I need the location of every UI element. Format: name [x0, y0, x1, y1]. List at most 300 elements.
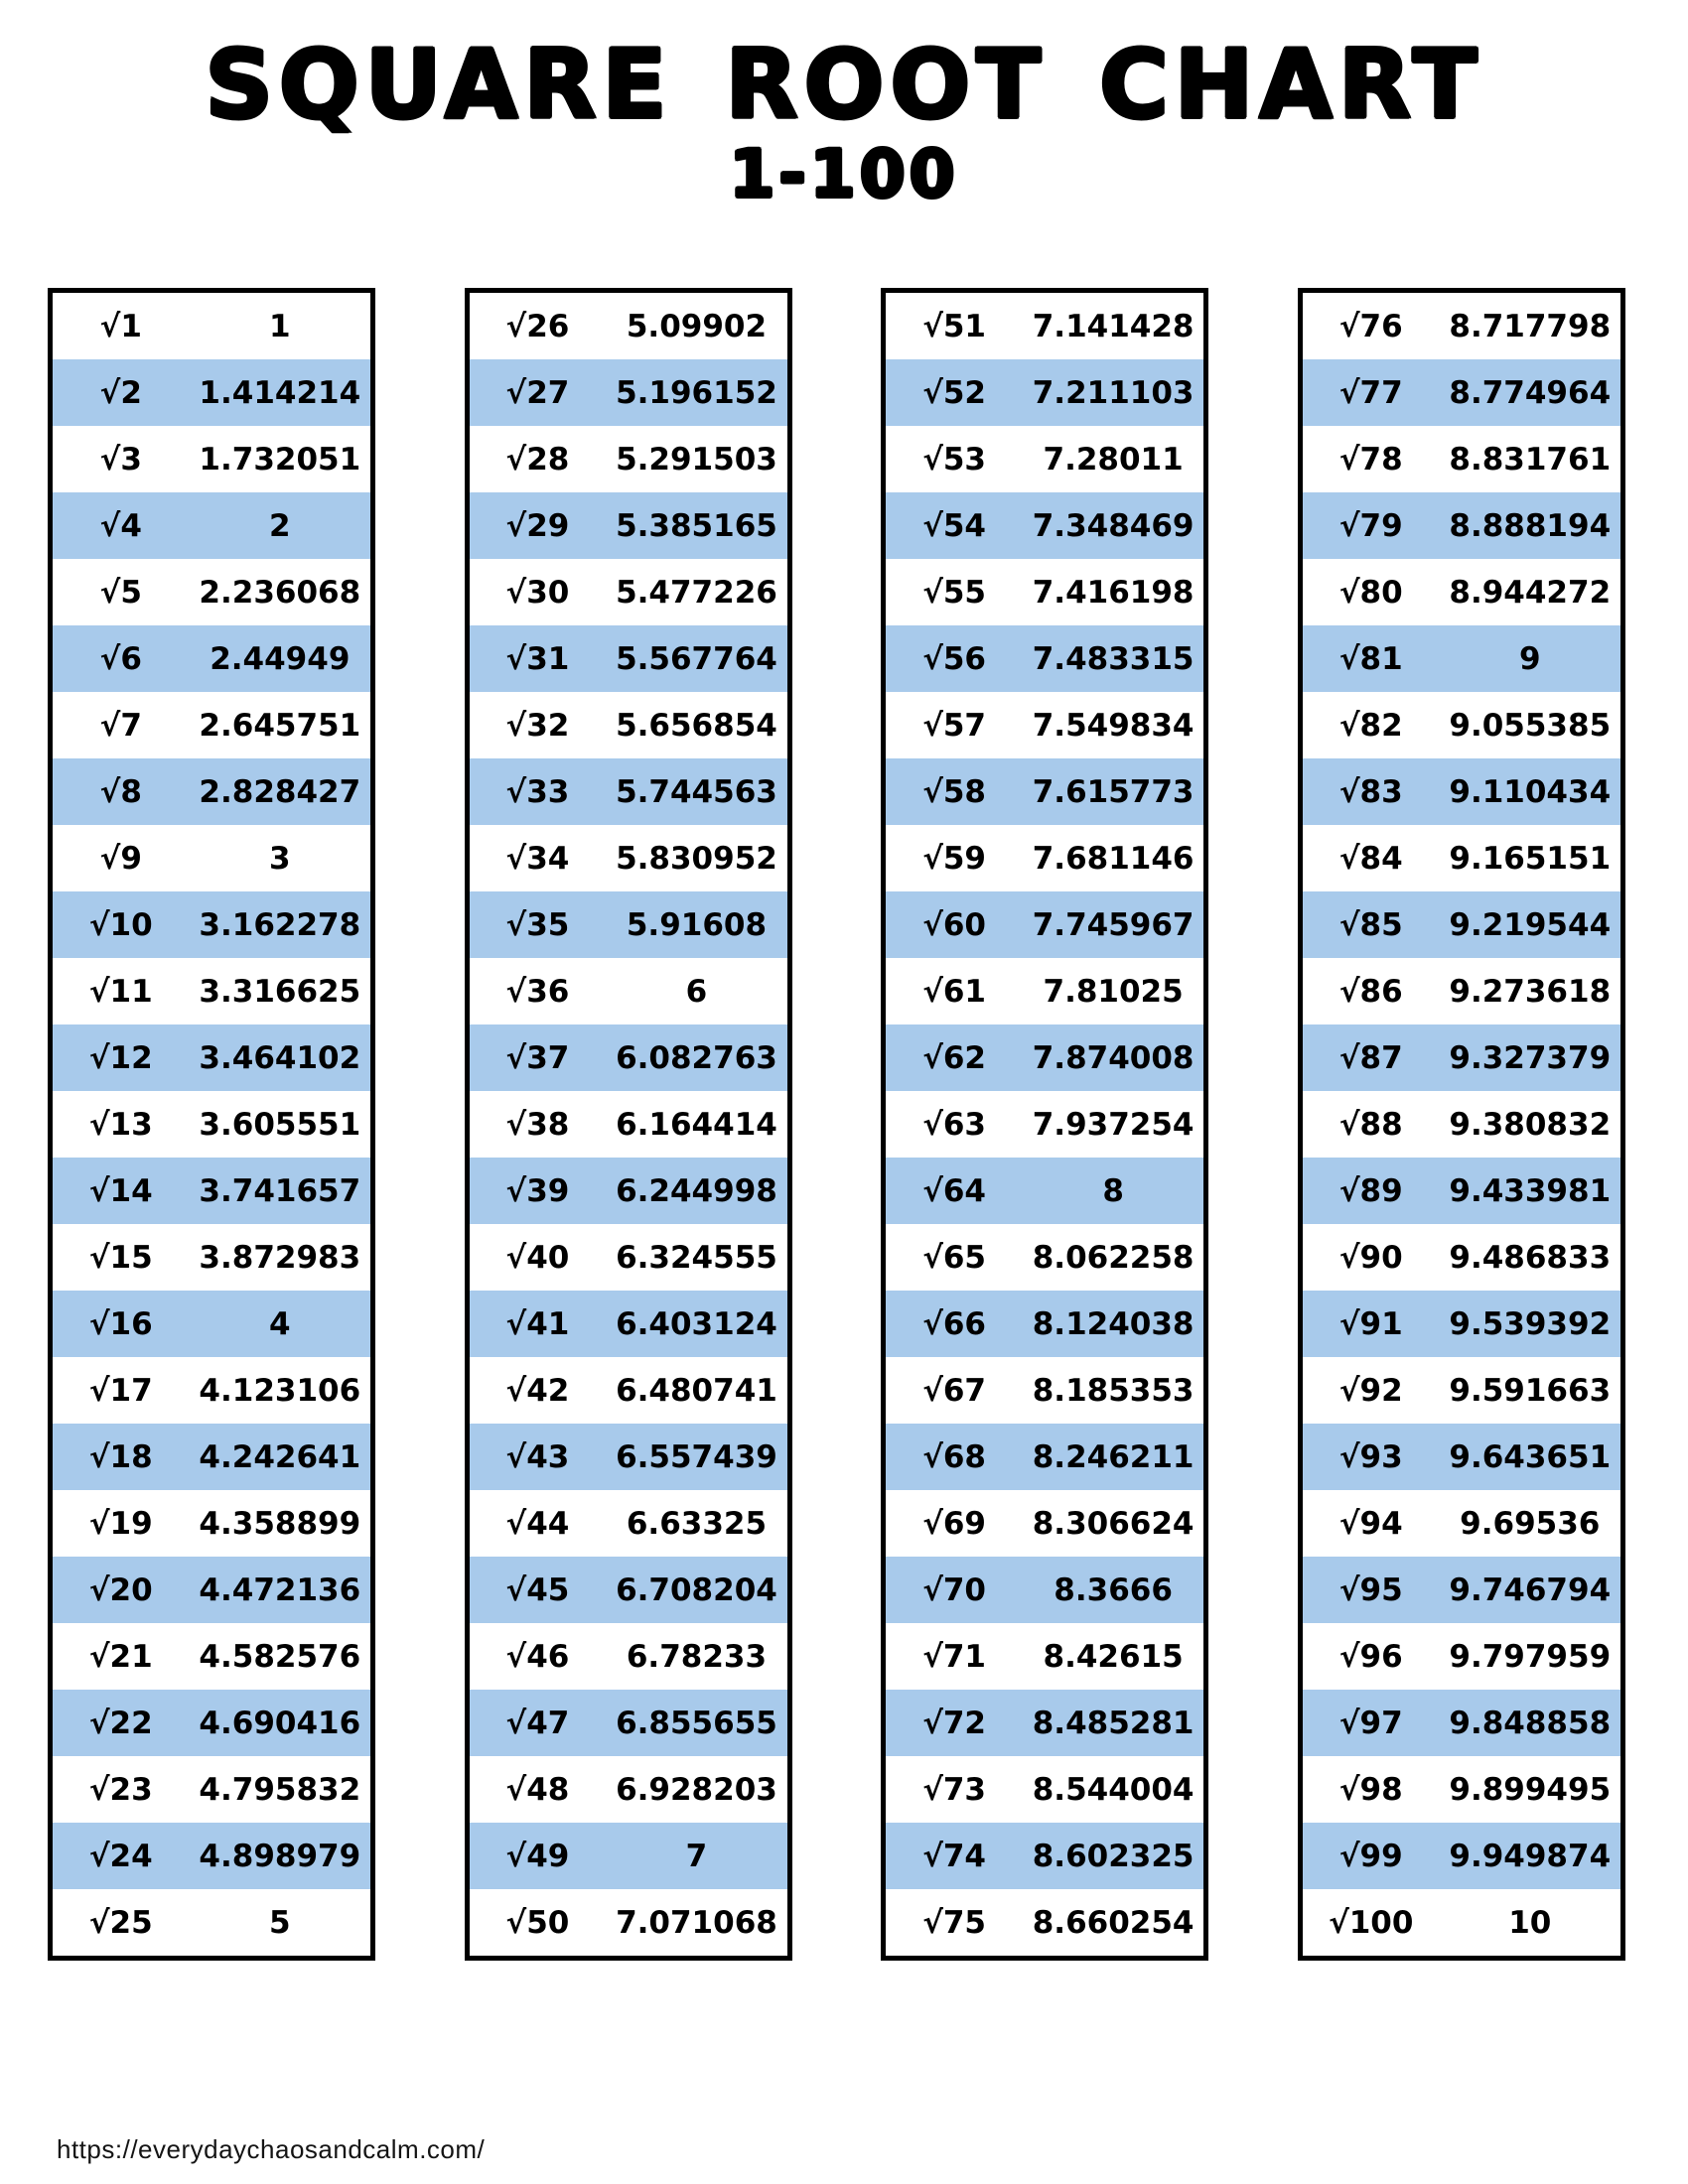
sqrt-expression: √60 — [922, 906, 987, 943]
sqrt-expression: √6 — [99, 640, 142, 677]
sqrt-value: 9.327379 — [1449, 1039, 1612, 1076]
sqrt-expression: √74 — [922, 1838, 987, 1874]
sqrt-value: 9.899495 — [1449, 1771, 1612, 1808]
table-row — [884, 559, 1206, 625]
sqrt-expression: √32 — [505, 707, 570, 744]
sqrt-expression: √73 — [922, 1771, 987, 1808]
sqrt-value: 8.3666 — [1054, 1571, 1173, 1608]
sqrt-value: 8.246211 — [1032, 1438, 1195, 1475]
sqrt-expression: √34 — [505, 840, 570, 877]
table-row — [1300, 1490, 1622, 1557]
sqrt-expression: √25 — [88, 1904, 153, 1941]
sqrt-value: 9.055385 — [1449, 707, 1612, 744]
table-row — [1300, 692, 1622, 758]
table-row — [51, 426, 373, 492]
sqrt-value: 6 — [685, 973, 708, 1010]
sqrt-expression: √11 — [88, 973, 153, 1010]
sqrt-value: 3.162278 — [199, 906, 361, 943]
sqrt-expression: √30 — [505, 574, 570, 611]
table-row — [467, 359, 789, 426]
table-row — [467, 692, 789, 758]
table-row — [884, 426, 1206, 492]
table-row — [1300, 758, 1622, 825]
page-title: SQUARE ROOT CHART — [205, 31, 1483, 140]
table-row — [1300, 1291, 1622, 1357]
sqrt-value: 8.185353 — [1032, 1372, 1195, 1409]
sqrt-expression: √50 — [505, 1904, 570, 1941]
sqrt-value: 2 — [269, 507, 291, 544]
sqrt-expression: √96 — [1338, 1638, 1403, 1675]
sqrt-table-roots-1-25 — [48, 288, 375, 1961]
sqrt-value: 1.414214 — [199, 374, 361, 411]
page-subtitle: 1-100 — [729, 135, 959, 212]
table-row — [467, 958, 789, 1024]
table-row — [884, 492, 1206, 559]
sqrt-value: 7.745967 — [1032, 906, 1195, 943]
table-row — [1300, 1224, 1622, 1291]
table-row — [51, 1623, 373, 1690]
sqrt-expression: √47 — [505, 1705, 570, 1741]
table-row — [884, 891, 1206, 958]
sqrt-expression: √45 — [505, 1571, 570, 1608]
sqrt-table-roots-76-100 — [1298, 288, 1625, 1961]
sqrt-value: 8.602325 — [1032, 1838, 1195, 1874]
sqrt-expression: √59 — [922, 840, 987, 877]
table-row — [1300, 958, 1622, 1024]
sqrt-value: 4 — [269, 1305, 291, 1342]
table-row — [51, 1756, 373, 1823]
sqrt-value: 4.123106 — [199, 1372, 361, 1409]
sqrt-value: 9.69536 — [1460, 1505, 1601, 1542]
sqrt-expression: √76 — [1338, 308, 1403, 344]
sqrt-value: 7.28011 — [1043, 441, 1184, 478]
sqrt-expression: √49 — [505, 1838, 570, 1874]
sqrt-value: 9.165151 — [1449, 840, 1612, 877]
sqrt-value: 5.477226 — [616, 574, 777, 611]
sqrt-expression: √81 — [1338, 640, 1403, 677]
table-row — [1300, 426, 1622, 492]
table-row — [467, 1823, 789, 1889]
sqrt-value: 8.660254 — [1032, 1904, 1195, 1941]
sqrt-expression: √57 — [922, 707, 987, 744]
sqrt-value: 7.681146 — [1032, 840, 1195, 877]
table-row — [884, 1424, 1206, 1490]
sqrt-expression: √54 — [922, 507, 987, 544]
sqrt-expression: √28 — [505, 441, 570, 478]
sqrt-expression: √21 — [88, 1638, 153, 1675]
sqrt-expression: √64 — [922, 1172, 987, 1209]
sqrt-expression: √99 — [1338, 1838, 1403, 1874]
table-row — [1300, 625, 1622, 692]
sqrt-value: 4.795832 — [199, 1771, 361, 1808]
table-row — [1300, 1623, 1622, 1690]
sqrt-value: 7.071068 — [616, 1904, 777, 1941]
sqrt-value: 7.211103 — [1032, 374, 1195, 411]
table-row — [1300, 291, 1622, 360]
sqrt-value: 2.236068 — [199, 574, 361, 611]
sqrt-expression: √3 — [99, 441, 142, 478]
sqrt-expression: √16 — [88, 1305, 153, 1342]
sqrt-expression: √84 — [1338, 840, 1403, 877]
table-row — [51, 291, 373, 360]
sqrt-value: 8.544004 — [1032, 1771, 1195, 1808]
sqrt-expression: √61 — [922, 973, 987, 1010]
table-row — [51, 891, 373, 958]
table-row — [1300, 492, 1622, 559]
table-row — [51, 692, 373, 758]
sqrt-expression: √55 — [922, 574, 987, 611]
sqrt-value: 7.937254 — [1032, 1106, 1195, 1143]
table-row — [467, 1623, 789, 1690]
table-row — [467, 291, 789, 360]
sqrt-value: 10 — [1508, 1904, 1552, 1941]
sqrt-value: 1 — [269, 308, 291, 344]
table-row — [51, 1224, 373, 1291]
sqrt-expression: √69 — [922, 1505, 987, 1542]
table-row — [467, 492, 789, 559]
sqrt-value: 5.567764 — [616, 640, 777, 677]
sqrt-expression: √27 — [505, 374, 570, 411]
table-row — [51, 625, 373, 692]
sqrt-value: 7.874008 — [1032, 1039, 1195, 1076]
sqrt-value: 5.91608 — [626, 906, 768, 943]
sqrt-value: 1.732051 — [199, 441, 361, 478]
sqrt-value: 6.082763 — [616, 1039, 777, 1076]
table-row — [467, 625, 789, 692]
table-row — [1300, 1357, 1622, 1424]
sqrt-value: 9.539392 — [1449, 1305, 1612, 1342]
table-row — [467, 559, 789, 625]
sqrt-expression: √10 — [88, 906, 153, 943]
table-row — [51, 492, 373, 559]
table-row — [884, 692, 1206, 758]
sqrt-expression: √67 — [922, 1372, 987, 1409]
table-row — [884, 958, 1206, 1024]
sqrt-value: 8.062258 — [1032, 1239, 1195, 1276]
sqrt-value: 6.855655 — [616, 1705, 777, 1741]
sqrt-expression: √5 — [99, 574, 142, 611]
sqrt-expression: √72 — [922, 1705, 987, 1741]
table-row — [884, 1889, 1206, 1959]
table-row — [51, 1024, 373, 1091]
sqrt-expression: √83 — [1338, 773, 1403, 810]
sqrt-expression: √65 — [922, 1239, 987, 1276]
sqrt-value: 5.830952 — [616, 840, 777, 877]
sqrt-expression: √62 — [922, 1039, 987, 1076]
table-row — [1300, 1690, 1622, 1756]
sqrt-expression: √94 — [1338, 1505, 1403, 1542]
sqrt-expression: √80 — [1338, 574, 1403, 611]
sqrt-expression: √52 — [922, 374, 987, 411]
sqrt-value: 8.831761 — [1449, 441, 1612, 478]
table-row — [51, 1557, 373, 1623]
table-row — [467, 1690, 789, 1756]
sqrt-value: 3.605551 — [199, 1106, 361, 1143]
sqrt-value: 6.324555 — [616, 1239, 777, 1276]
sqrt-value: 5 — [269, 1904, 291, 1941]
sqrt-expression: √89 — [1338, 1172, 1403, 1209]
table-row — [467, 1557, 789, 1623]
table-row — [884, 1690, 1206, 1756]
sqrt-expression: √39 — [505, 1172, 570, 1209]
sqrt-value: 8.944272 — [1449, 574, 1612, 611]
table-row — [1300, 1756, 1622, 1823]
sqrt-expression: √17 — [88, 1372, 153, 1409]
table-row — [1300, 1557, 1622, 1623]
sqrt-expression: √71 — [922, 1638, 987, 1675]
table-row — [51, 1889, 373, 1959]
table-row — [884, 1291, 1206, 1357]
sqrt-value: 6.244998 — [616, 1172, 777, 1209]
sqrt-value: 2.828427 — [199, 773, 361, 810]
sqrt-expression: √12 — [88, 1039, 153, 1076]
sqrt-value: 5.291503 — [616, 441, 777, 478]
sqrt-value: 4.242641 — [199, 1438, 361, 1475]
sqrt-expression: √53 — [922, 441, 987, 478]
sqrt-value: 2.645751 — [199, 707, 361, 744]
table-row — [884, 1823, 1206, 1889]
sqrt-table-roots-51-75 — [881, 288, 1208, 1961]
table-row — [884, 1024, 1206, 1091]
sqrt-expression: √82 — [1338, 707, 1403, 744]
table-row — [884, 758, 1206, 825]
sqrt-value: 2.44949 — [210, 640, 351, 677]
sqrt-expression: √36 — [505, 973, 570, 1010]
table-row — [467, 1889, 789, 1959]
sqrt-value: 6.557439 — [616, 1438, 777, 1475]
sqrt-value: 8.485281 — [1032, 1705, 1195, 1741]
sqrt-value: 4.582576 — [199, 1638, 361, 1675]
sqrt-value: 9.591663 — [1449, 1372, 1612, 1409]
sqrt-value: 9.380832 — [1449, 1106, 1612, 1143]
sqrt-expression: √93 — [1338, 1438, 1403, 1475]
sqrt-value: 9.433981 — [1449, 1172, 1612, 1209]
sqrt-expression: √1 — [99, 308, 142, 344]
table-row — [884, 1623, 1206, 1690]
table-row — [51, 758, 373, 825]
sqrt-expression: √92 — [1338, 1372, 1403, 1409]
sqrt-expression: √90 — [1338, 1239, 1403, 1276]
sqrt-expression: √31 — [505, 640, 570, 677]
sqrt-expression: √75 — [922, 1904, 987, 1941]
sqrt-value: 6.78233 — [626, 1638, 768, 1675]
table-row — [884, 1158, 1206, 1224]
table-row — [467, 825, 789, 891]
sqrt-value: 6.480741 — [616, 1372, 777, 1409]
sqrt-expression: √86 — [1338, 973, 1403, 1010]
sqrt-value: 3.464102 — [199, 1039, 361, 1076]
sqrt-expression: √41 — [505, 1305, 570, 1342]
sqrt-expression: √35 — [505, 906, 570, 943]
sqrt-table-roots-26-50 — [465, 288, 792, 1961]
table-row — [51, 359, 373, 426]
table-row — [1300, 1823, 1622, 1889]
sqrt-expression: √14 — [88, 1172, 153, 1209]
sqrt-value: 4.358899 — [199, 1505, 361, 1542]
table-row — [467, 758, 789, 825]
table-row — [467, 1756, 789, 1823]
sqrt-expression: √8 — [99, 773, 142, 810]
sqrt-value: 6.708204 — [616, 1571, 777, 1608]
sqrt-expression: √68 — [922, 1438, 987, 1475]
sqrt-value: 3 — [269, 840, 291, 877]
sqrt-expression: √63 — [922, 1106, 987, 1143]
sqrt-value: 7.416198 — [1032, 574, 1195, 611]
sqrt-value: 8 — [1102, 1172, 1124, 1209]
sqrt-expression: √42 — [505, 1372, 570, 1409]
sqrt-value: 7.549834 — [1032, 707, 1195, 744]
table-row — [884, 1091, 1206, 1158]
sqrt-expression: √4 — [99, 507, 142, 544]
sqrt-expression: √98 — [1338, 1771, 1403, 1808]
sqrt-expression: √7 — [99, 707, 142, 744]
table-row — [467, 426, 789, 492]
sqrt-expression: √56 — [922, 640, 987, 677]
sqrt-value: 7.483315 — [1032, 640, 1195, 677]
table-row — [51, 958, 373, 1024]
sqrt-value: 3.741657 — [199, 1172, 361, 1209]
sqrt-expression: √97 — [1338, 1705, 1403, 1741]
sqrt-value: 5.196152 — [616, 374, 777, 411]
sqrt-expression: √46 — [505, 1638, 570, 1675]
table-row — [884, 291, 1206, 360]
sqrt-value: 3.316625 — [199, 973, 361, 1010]
sqrt-value: 8.888194 — [1449, 507, 1612, 544]
sqrt-value: 7.141428 — [1032, 308, 1195, 344]
sqrt-expression: √43 — [505, 1438, 570, 1475]
sqrt-value: 9.219544 — [1449, 906, 1612, 943]
table-row — [884, 1357, 1206, 1424]
sqrt-value: 3.872983 — [199, 1239, 361, 1276]
sqrt-expression: √66 — [922, 1305, 987, 1342]
table-row — [1300, 891, 1622, 958]
sqrt-value: 8.774964 — [1449, 374, 1612, 411]
table-row — [467, 1291, 789, 1357]
table-row — [1300, 825, 1622, 891]
sqrt-expression: √95 — [1338, 1571, 1403, 1608]
table-row — [467, 1224, 789, 1291]
sqrt-expression: √33 — [505, 773, 570, 810]
sqrt-value: 7.615773 — [1032, 773, 1195, 810]
sqrt-expression: √24 — [88, 1838, 153, 1874]
table-row — [51, 559, 373, 625]
table-row — [884, 359, 1206, 426]
table-row — [51, 1424, 373, 1490]
table-row — [884, 825, 1206, 891]
sqrt-value: 4.898979 — [199, 1838, 361, 1874]
sqrt-value: 4.690416 — [199, 1705, 361, 1741]
sqrt-value: 5.656854 — [616, 707, 777, 744]
sqrt-expression: √58 — [922, 773, 987, 810]
sqrt-value: 6.928203 — [616, 1771, 777, 1808]
sqrt-value: 6.164414 — [616, 1106, 777, 1143]
sqrt-value: 9 — [1518, 640, 1541, 677]
table-row — [1300, 359, 1622, 426]
table-row — [884, 1756, 1206, 1823]
sqrt-expression: √13 — [88, 1106, 153, 1143]
table-row — [1300, 1158, 1622, 1224]
sqrt-value: 9.643651 — [1449, 1438, 1612, 1475]
sqrt-expression: √37 — [505, 1039, 570, 1076]
sqrt-value: 9.110434 — [1449, 773, 1612, 810]
table-row — [467, 1424, 789, 1490]
sqrt-value: 4.472136 — [199, 1571, 361, 1608]
sqrt-expression: √77 — [1338, 374, 1403, 411]
sqrt-expression: √15 — [88, 1239, 153, 1276]
footer-url: https://everydaychaosandcalm.com/ — [57, 2134, 486, 2164]
sqrt-expression: √100 — [1329, 1904, 1414, 1941]
table-row — [467, 891, 789, 958]
sqrt-expression: √88 — [1338, 1106, 1403, 1143]
sqrt-value: 5.385165 — [616, 507, 777, 544]
sqrt-expression: √91 — [1338, 1305, 1403, 1342]
sqrt-expression: √18 — [88, 1438, 153, 1475]
table-row — [884, 1224, 1206, 1291]
sqrt-expression: √23 — [88, 1771, 153, 1808]
sqrt-expression: √9 — [99, 840, 142, 877]
table-row — [51, 1490, 373, 1557]
sqrt-value: 9.486833 — [1449, 1239, 1612, 1276]
table-row — [51, 1823, 373, 1889]
sqrt-expression: √85 — [1338, 906, 1403, 943]
sqrt-expression: √38 — [505, 1106, 570, 1143]
table-row — [467, 1024, 789, 1091]
table-row — [884, 625, 1206, 692]
table-row — [467, 1158, 789, 1224]
table-row — [884, 1557, 1206, 1623]
sqrt-value: 9.746794 — [1449, 1571, 1612, 1608]
table-row — [51, 1291, 373, 1357]
sqrt-value: 8.717798 — [1449, 308, 1612, 344]
table-row — [467, 1357, 789, 1424]
table-row — [1300, 1024, 1622, 1091]
sqrt-value: 5.09902 — [626, 308, 768, 344]
sqrt-value: 6.403124 — [616, 1305, 777, 1342]
table-row — [1300, 1889, 1622, 1959]
sqrt-value: 9.797959 — [1449, 1638, 1612, 1675]
sqrt-expression: √26 — [505, 308, 570, 344]
sqrt-expression: √51 — [922, 308, 987, 344]
sqrt-expression: √70 — [922, 1571, 987, 1608]
sqrt-expression: √29 — [505, 507, 570, 544]
tables-container — [48, 288, 1625, 1961]
sqrt-expression: √48 — [505, 1771, 570, 1808]
sqrt-expression: √44 — [505, 1505, 570, 1542]
sqrt-value: 8.124038 — [1032, 1305, 1195, 1342]
sqrt-expression: √20 — [88, 1571, 153, 1608]
table-row — [1300, 1091, 1622, 1158]
sqrt-value: 9.949874 — [1449, 1838, 1612, 1874]
sqrt-value: 6.63325 — [626, 1505, 768, 1542]
sqrt-value: 8.42615 — [1043, 1638, 1184, 1675]
sqrt-expression: √40 — [505, 1239, 570, 1276]
sqrt-expression: √2 — [99, 374, 142, 411]
table-row — [51, 1357, 373, 1424]
table-row — [51, 1158, 373, 1224]
sqrt-expression: √79 — [1338, 507, 1403, 544]
sqrt-expression: √87 — [1338, 1039, 1403, 1076]
table-row — [1300, 559, 1622, 625]
sqrt-value: 9.848858 — [1449, 1705, 1612, 1741]
table-row — [51, 1091, 373, 1158]
sqrt-value: 5.744563 — [616, 773, 777, 810]
table-row — [51, 1690, 373, 1756]
sqrt-expression: √22 — [88, 1705, 153, 1741]
sqrt-value: 9.273618 — [1449, 973, 1612, 1010]
sqrt-expression: √19 — [88, 1505, 153, 1542]
sqrt-expression: √78 — [1338, 441, 1403, 478]
table-row — [51, 825, 373, 891]
